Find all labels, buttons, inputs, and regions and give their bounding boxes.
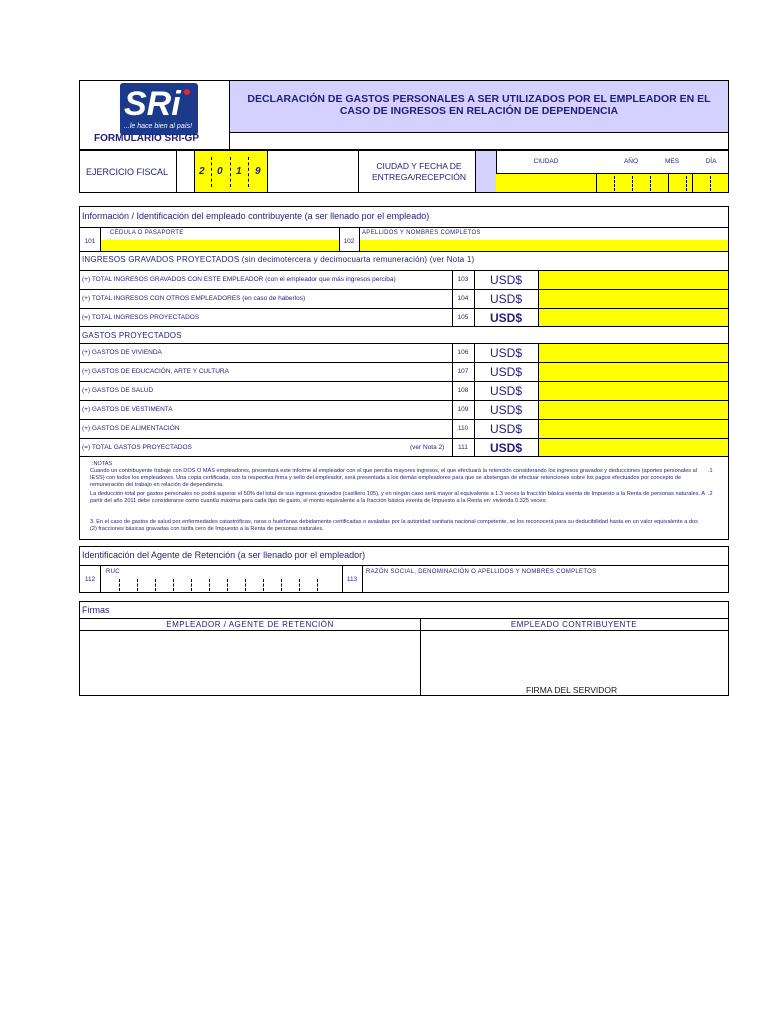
income-total-input[interactable] [538, 309, 728, 326]
expense-total-row [80, 438, 728, 457]
note-2: La deducción total por gastos personales no podrá superar el 50% del total de sus ingresos gravados (casillero 105), y en ningún caso será mayor al equivalente a 1.3 veces la fracción básica exenta de Impuesto a la Renta de personas naturales. A partir del año 2011 debe considerarse como cuantía máxima para cada tipo de gasto, el monto equivalente a la fracción básica exenta de Impuesto a la Renta en: vivienda 0.325 veces; [90, 491, 705, 504]
income-total-row [80, 308, 728, 327]
expense-row-label: (+) GASTOS DE VIVIENDA [82, 349, 162, 356]
income-row-input[interactable] [538, 271, 728, 289]
signatures-section [79, 601, 729, 696]
agent-section-title: Identificación del Agente de Retención (a ser llenado por el empleador) [82, 550, 366, 560]
expense-row-currency: USD$ [490, 441, 523, 455]
notes-block [80, 457, 728, 539]
fiscal-digit-3: 1 [236, 166, 242, 177]
income-row-label: (=) TOTAL INGRESOS PROYECTADOS [82, 314, 200, 321]
expense-row-code: 106 [457, 349, 469, 356]
expense-row-label: (+) GASTOS DE ALIMENTACIÓN [82, 425, 180, 432]
expense-row-code: 110 [457, 425, 469, 432]
field-112-input[interactable] [101, 577, 341, 592]
field-113-code: 113 [346, 576, 358, 583]
form-name: FORMULARIO SRI-GP [94, 133, 199, 144]
expense-row [80, 343, 728, 362]
expense-row-label: (=) TOTAL GASTOS PROYECTADOS [82, 444, 192, 451]
income-row-code: 104 [457, 295, 469, 302]
income-row-code: 103 [457, 276, 469, 283]
fiscal-label: EJERCICIO FISCAL [86, 167, 169, 177]
field-112-label: RUC [106, 569, 120, 575]
expense-row-input[interactable] [538, 344, 728, 362]
income-row-input[interactable] [538, 290, 728, 308]
employee-sign-caption: FIRMA DEL SERVIDOR [526, 685, 618, 695]
sri-logo [120, 83, 198, 135]
page-title: DECLARACIÓN DE GASTOS PERSONALES A SER UTILIZADOS POR EL EMPLEADOR EN EL CASO DE INGRESOS EN RELACIÓN DE DEPENDENCIA [247, 93, 711, 117]
sri-logo-text: SRi [124, 85, 181, 123]
fiscal-digit-2: 0 [217, 166, 223, 177]
expense-row-label: (+) GASTOS DE SALUD [82, 387, 154, 394]
income-row-code: 105 [457, 314, 469, 321]
expense-row-label: (+) GASTOS DE VESTIMENTA [82, 406, 173, 413]
employee-section-title: Información / Identificación del empleado contribuyente (a ser llenado por el empleado) [82, 211, 430, 221]
expense-row-input[interactable] [538, 401, 728, 419]
expense-row [80, 400, 728, 419]
header-block [79, 80, 729, 150]
expense-total-input[interactable] [538, 439, 728, 456]
note-3: 3. En el caso de gastos de salud por enfermedades catastróficas, raras o huérfanas debidamente certificadas o avaladas por la autoridad sanitaria nacional competente, se los reconocerá para su deducibilidad hasta en un valor equivalente a dos (2) fracciones básicas gravadas con tarifa cero de Impuesto a la Renta de personas naturales. [90, 519, 698, 532]
col-year: AÑO [623, 158, 639, 165]
expenses-section-title: GASTOS PROYECTADOS [82, 331, 182, 340]
income-row [80, 289, 728, 308]
income-row [80, 270, 728, 289]
expense-row-code: 107 [457, 368, 469, 375]
expense-row [80, 381, 728, 400]
expense-row-input[interactable] [538, 382, 728, 400]
employee-section [79, 206, 729, 540]
field-101-input[interactable] [101, 240, 339, 251]
col-month: MES [664, 158, 680, 165]
field-101-label: CÉDULA O PASAPORTE [110, 230, 184, 236]
employer-label: EMPLEADOR / AGENTE DE RETENCIÓN [166, 620, 334, 629]
field-102-code: 102 [343, 238, 355, 245]
expense-total-note: (ver Nota 2) [410, 444, 445, 451]
field-102-input[interactable] [360, 240, 728, 251]
signatures-title: Firmas [82, 605, 110, 615]
fiscal-digit-4: 9 [255, 166, 261, 177]
income-row-currency: USD$ [490, 292, 523, 306]
field-101-code: 101 [84, 238, 96, 245]
sri-logo-slogan: ...le hace bien al país! [124, 123, 193, 130]
fiscal-row [79, 150, 729, 193]
expense-row-input[interactable] [538, 363, 728, 381]
field-113-label: RAZÓN SOCIAL, DENOMINACIÓN O APELLIDOS Y NOMBRES COMPLETOS [366, 569, 597, 575]
expense-row-code: 108 [457, 387, 469, 394]
fiscal-digit-1: 2 [199, 166, 205, 177]
income-section-title: INGRESOS GRAVADOS PROYECTADOS (sin decimotercera y decimocuarta remuneración) (ver Nota 1) [82, 255, 475, 264]
employer-signature-area[interactable] [80, 631, 420, 695]
agent-section [79, 546, 729, 593]
note-1: Cuando un contribuyente trabaje con DOS O MÁS empleadores, presentará este informe al empleador con el que perciba mayores ingresos, el que efectuará la retención considerando los ingresos gravados y deducciones (aportes personales al IESS) con todos los empleadores. Una copia certificada, con la respectiva firma y sello del empleador, será presentada a los demás empleadores para que se abstengan de efectuar retenciones sobre los pagos efectuados por concepto de remuneración del trabajo en relación de dependencia. [90, 468, 697, 488]
field-102-label: APELLIDOS Y NOMBRES COMPLETOS [362, 230, 481, 236]
income-row-currency: USD$ [490, 311, 523, 325]
expense-row-currency: USD$ [490, 422, 523, 436]
city-date-input[interactable] [496, 173, 728, 192]
income-row-label: (+) TOTAL INGRESOS CON OTROS EMPLEADORES (en caso de haberlos) [82, 295, 306, 302]
expense-row-code: 111 [458, 444, 468, 451]
col-day: DÍA [705, 158, 717, 165]
city-date-label: CIUDAD Y FECHA DE ENTREGA/RECEPCIÓN [372, 161, 466, 182]
notes-title: :NOTAS [92, 461, 113, 467]
employee-label: EMPLEADO CONTRIBUYENTE [510, 620, 638, 629]
sri-logo-swoosh [184, 89, 190, 95]
income-row-currency: USD$ [490, 273, 523, 287]
expense-row [80, 419, 728, 438]
field-113-input[interactable] [363, 577, 728, 592]
expense-row-label: (+) GASTOS DE EDUCACIÓN, ARTE Y CULTURA [82, 368, 229, 375]
note-1-mark: .1 [708, 468, 713, 474]
income-row-label: (+) TOTAL INGRESOS GRAVADOS CON ESTE EMPLEADOR (con el empleador que más ingresos perciba) [82, 276, 396, 283]
expense-row-currency: USD$ [490, 365, 523, 379]
expense-row [80, 362, 728, 381]
expense-row-currency: USD$ [490, 384, 523, 398]
note-2-mark: .2 [708, 491, 713, 497]
col-city: CIUDAD [533, 158, 559, 165]
expense-row-currency: USD$ [490, 403, 523, 417]
title-cell [230, 81, 728, 133]
expense-row-input[interactable] [538, 420, 728, 438]
fiscal-year-box[interactable] [194, 151, 268, 192]
field-112-code: 112 [84, 576, 96, 583]
expense-row-code: 109 [457, 406, 469, 413]
expense-row-currency: USD$ [490, 346, 523, 360]
logo-cell [80, 81, 230, 149]
